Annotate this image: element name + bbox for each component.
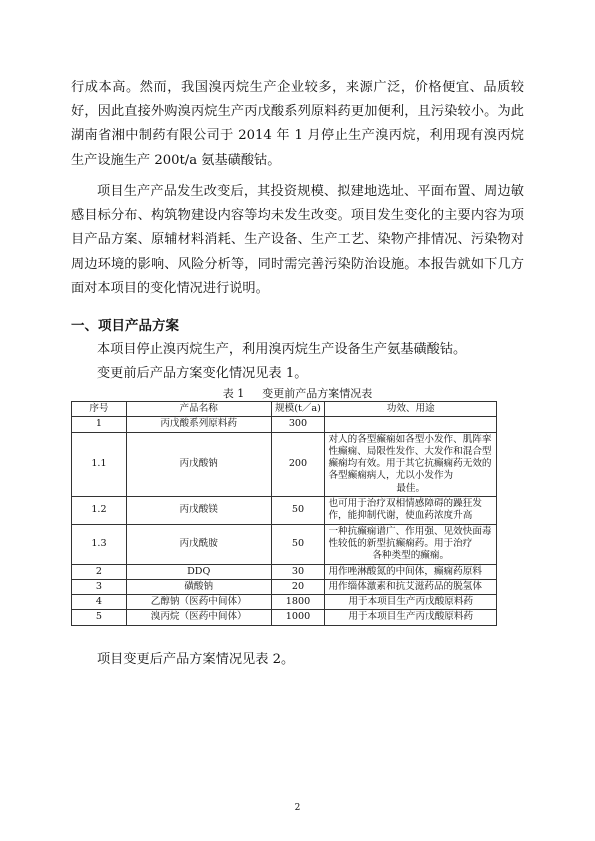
table-row (72, 610, 497, 625)
cell-name: 溴丙烷（医药中间体） (126, 610, 271, 625)
cell-no: 1.1 (72, 432, 127, 496)
page-number: 2 (294, 803, 301, 813)
cell-no: 5 (72, 610, 127, 625)
cell-use-last: 各种类型的癫痫。 (372, 550, 450, 562)
cell-scale: 1000 (271, 610, 325, 625)
cell-use: 用于本项目生产丙戊酸原料药 (325, 610, 497, 625)
body-text-block-1 (71, 76, 524, 173)
cell-scale: 200 (271, 432, 325, 496)
cell-use: 也可用于治疗双相情感障碍的躁狂发作，能抑制代谢，使血药浓度升高 (325, 497, 497, 525)
cell-no: 1.2 (72, 497, 127, 525)
table-row (72, 579, 497, 594)
cell-use: 用作唑淋酸氮的中间体，癫痫药原料 (325, 564, 497, 579)
cell-no: 3 (72, 579, 127, 594)
table-row (72, 524, 497, 564)
text-line-1: 本项目停止溴丙烷生产，利用溴丙烷生产设备生产氨基磺酸钴。 (97, 342, 467, 357)
table-header-row (72, 402, 497, 417)
cell-use-last: 最佳。 (396, 482, 426, 494)
cell-name: DDQ (126, 564, 271, 579)
cell-use-text: 一种抗癫痫谱广、作用强、见效快面毒性较低的新型抗癫痫药。用于治疗 (328, 525, 492, 549)
cell-use (325, 432, 497, 496)
table-row (72, 497, 497, 525)
paragraph-1: 行成本高。然而，我国溴丙烷生产企业较多，来源广泛，价格便宜、品质较好，因此直接外购溴丙烷生产丙戊酸系列原料药更加便利，且污染较小。为此湖南省湘中制药有限公司于 2014 年 1 月停止生产溴丙烷，利用现有溴丙烷生产设施生产 200t/a 氨基磺酸钴。 (71, 80, 524, 168)
cell-no: 2 (72, 564, 127, 579)
cell-scale: 50 (271, 524, 325, 564)
cell-scale: 20 (271, 579, 325, 594)
text-line-3: 项目变更后产品方案情况见表 2。 (97, 652, 295, 667)
cell-scale: 50 (271, 497, 325, 525)
cell-use (325, 524, 497, 564)
header-no: 序号 (72, 402, 127, 417)
header-name: 产品名称 (126, 402, 271, 417)
section-heading: 一、项目产品方案 (71, 318, 179, 334)
cell-no: 1.3 (72, 524, 127, 564)
body-text-block-2 (71, 180, 524, 301)
cell-use (325, 417, 497, 432)
cell-no: 4 (72, 595, 127, 610)
cell-scale: 1800 (271, 595, 325, 610)
table-row (72, 417, 497, 432)
cell-no: 1 (72, 417, 127, 432)
cell-use-text: 对人的各型癫痫如各型小发作、肌阵挛性癫痫、局限性发作、大发作和混合型癫痫均有效。用于其它抗癫痫药无效的各型癫痫病人，尤以小发作为 (328, 433, 492, 482)
cell-scale: 30 (271, 564, 325, 579)
paragraph-2: 项目生产产品发生改变后，其投资规模、拟建地选址、平面布置、周边敏感目标分布、构筑物建设内容等均未发生改变。项目发生变化的主要内容为项目产品方案、原辅材料消耗、生产设备、生产工艺、染物产排情况、污染物对周边环境的影响、风险分析等，同时需完善污染防治设施。本报告就如下几方面对本项目的变化情况进行说明。 (71, 184, 524, 296)
cell-name: 丙戊酸系列原料药 (126, 417, 271, 432)
table-caption-number: 表 1 (222, 387, 245, 400)
header-use: 功效、用途 (325, 402, 497, 417)
cell-scale: 300 (271, 417, 325, 432)
table-caption (0, 385, 595, 401)
cell-use: 用于本项目生产丙戊酸原料药 (325, 595, 497, 610)
table-row (72, 595, 497, 610)
cell-name: 丙戊酸镁 (126, 497, 271, 525)
cell-name: 乙醇钠（医药中间体） (126, 595, 271, 610)
cell-name: 丙戊酸钠 (126, 432, 271, 496)
table-row (72, 564, 497, 579)
header-scale: 规模(t／a) (271, 402, 325, 417)
table-caption-title: 变更前产品方案情况表 (262, 387, 373, 400)
cell-name: 丙戊酰胺 (126, 524, 271, 564)
table-row (72, 432, 497, 496)
product-table (71, 401, 497, 626)
text-line-2: 变更前后产品方案变化情况见表 1。 (97, 366, 308, 381)
cell-name: 磺酸钠 (126, 579, 271, 594)
cell-use: 用作缁体激素和抗艾滋药品的脱氢体 (325, 579, 497, 594)
